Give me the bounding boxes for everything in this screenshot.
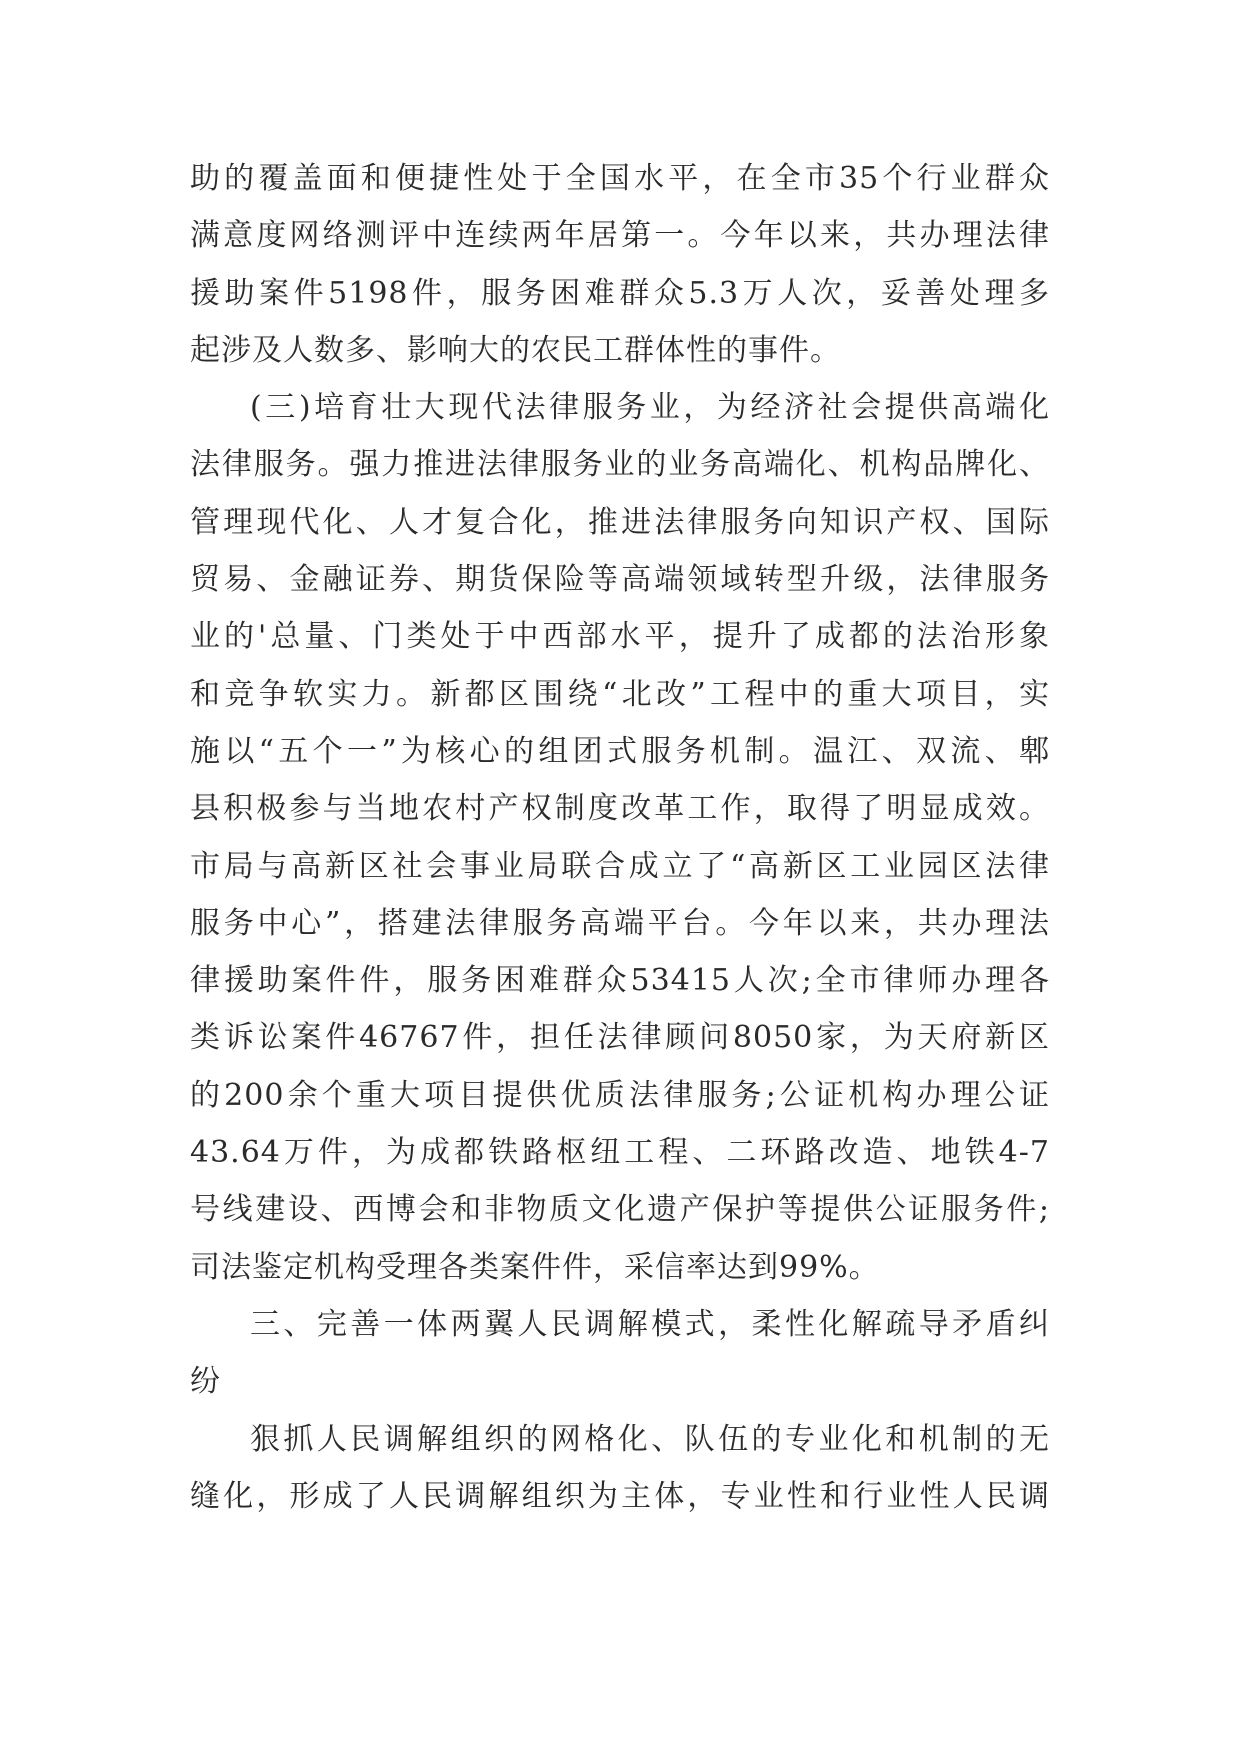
text-line: 贸易、金融证券、期货保险等高端领域转型升级，法律服务 — [190, 562, 1050, 598]
text-line: 的200余个重大项目提供优质法律服务;公证机构办理公证 — [190, 1077, 1050, 1113]
text-line: 狠抓人民调解组织的网格化、队伍的专业化和机制的无 — [250, 1421, 1050, 1457]
text-line: 施以“五个一”为核心的组团式服务机制。温江、双流、郫 — [190, 733, 1050, 769]
text-line: 起涉及人数多、影响大的农民工群体性的事件。 — [190, 332, 841, 368]
text-line: 律援助案件件，服务困难群众53415人次;全市律师办理各 — [190, 963, 1050, 999]
text-line: 满意度网络测评中连续两年居第一。今年以来，共办理法律 — [190, 218, 1050, 254]
text-line: 缝化，形成了人民调解组织为主体，专业性和行业性人民调 — [190, 1478, 1050, 1514]
text-line: 助的覆盖面和便捷性处于全国水平，在全市35个行业群众 — [190, 161, 1050, 196]
text-line: 司法鉴定机构受理各类案件件，采信率达到99%。 — [190, 1249, 880, 1285]
text-line: 类诉讼案件46767件，担任法律顾问8050家，为天府新区 — [190, 1020, 1050, 1056]
text-line: 援助案件5198件，服务困难群众5.3万人次，妥善处理多 — [190, 275, 1050, 311]
text-line: 法律服务。强力推进法律服务业的业务高端化、机构品牌化、 — [190, 447, 1050, 483]
text-line: 和竞争软实力。新都区围绕“北改”工程中的重大项目，实 — [190, 676, 1050, 712]
text-line: (三)培育壮大现代法律服务业，为经济社会提供高端化 — [250, 390, 1050, 426]
body-text — [190, 150, 1050, 1525]
text-line: 纷 — [190, 1364, 221, 1400]
text-line: 三、完善一体两翼人民调解模式，柔性化解疏导矛盾纠 — [250, 1306, 1050, 1342]
text-line: 服务中心”，搭建法律服务高端平台。今年以来，共办理法 — [190, 905, 1050, 941]
text-line: 号线建设、西博会和非物质文化遗产保护等提供公证服务件; — [190, 1192, 1050, 1228]
text-line: 管理现代化、人才复合化，推进法律服务向知识产权、国际 — [190, 504, 1050, 540]
text-line: 县积极参与当地农村产权制度改革工作，取得了明显成效。 — [190, 791, 1050, 827]
text-line: 市局与高新区社会事业局联合成立了“高新区工业园区法律 — [190, 848, 1050, 884]
text-line: 43.64万件，为成都铁路枢纽工程、二环路改造、地铁4-7 — [190, 1135, 1050, 1171]
text-line: 业的'总量、门类处于中西部水平，提升了成都的法治形象 — [190, 619, 1050, 655]
